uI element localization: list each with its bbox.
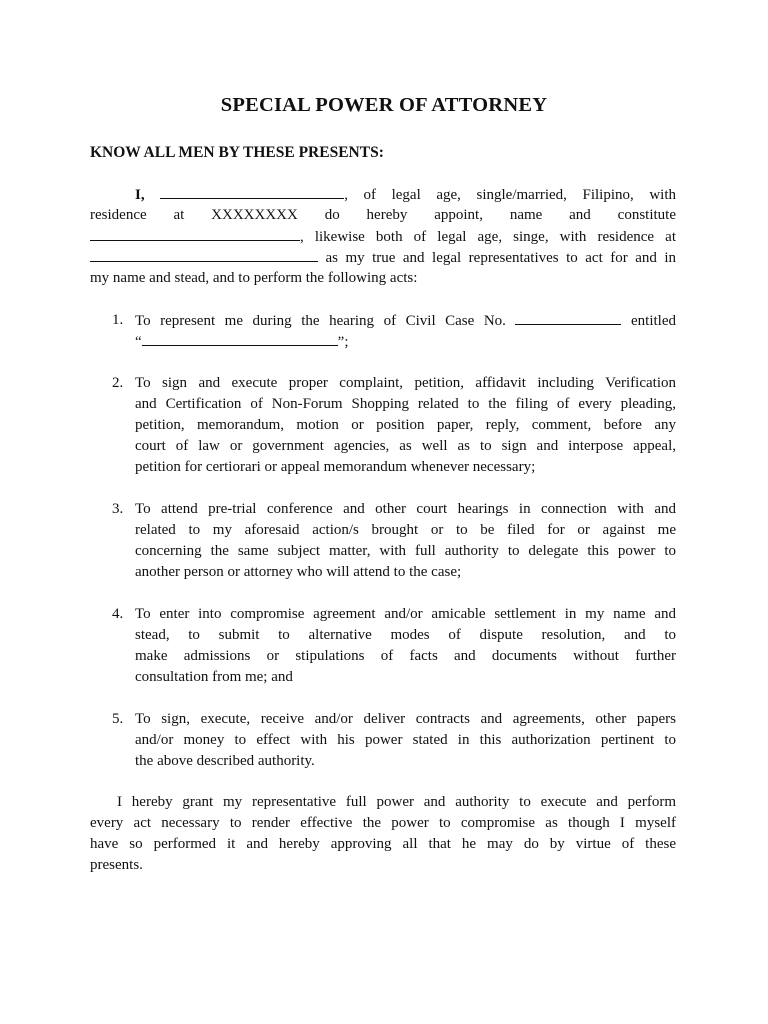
item-line: another person or attorney who will attend to the case; (135, 564, 462, 580)
item-line: petition for certiorari or appeal memorandum whenever necessary; (135, 459, 536, 475)
closing-text-1: I hereby grant my representative full power and authority to execute and perform (117, 794, 676, 810)
item-text (135, 499, 676, 583)
item-1-text-b: entitled (621, 313, 676, 329)
i-label: I, (135, 187, 145, 203)
closing-line-2: every act necessary to render effective the power to compromise as though I myself (90, 815, 676, 831)
closing-line-4: presents. (90, 857, 143, 873)
intro-text-4: as my true and legal representatives to act for and in (318, 250, 676, 266)
item-1-line-2 (135, 331, 676, 352)
intro-line-3 (90, 226, 676, 247)
intro-line-2: residence at XXXXXXXX do hereby appoint, name and constitute (90, 207, 676, 223)
closing-line-3: have so performed it and hereby approving all that he may do by virtue of these (90, 836, 676, 852)
item-line: consultation from me; and (135, 669, 293, 685)
item-line: and/or money to effect with his power stated in this authorization pertinent to (135, 732, 676, 748)
closing-paragraph (90, 792, 676, 876)
item-text (135, 310, 676, 352)
item-number: 3. (112, 501, 124, 517)
intro-line-5: my name and stead, and to perform the following acts: (90, 270, 418, 286)
item-line: To sign and execute proper complaint, petition, affidavit including Verification (135, 375, 676, 391)
intro-text-3: , likewise both of legal age, singe, with residence at (300, 229, 676, 245)
item-line: To enter into compromise agreement and/or amicable settlement in my name and (135, 606, 676, 622)
case-number-blank (515, 310, 621, 325)
item-line: To attend pre-trial conference and other court hearings in connection with and (135, 501, 676, 517)
item-number: 2. (112, 375, 124, 391)
subheading: KNOW ALL MEN BY THESE PRESENTS: (90, 144, 384, 161)
item-line: concerning the same subject matter, with full authority to delegate this power to (135, 543, 676, 559)
item-line: the above described authority. (135, 753, 315, 769)
item-line: To sign, execute, receive and/or deliver contracts and agreements, other papers (135, 711, 676, 727)
item-line: stead, to submit to alternative modes of dispute resolution, and to (135, 627, 676, 643)
intro-text-1: , of legal age, single/married, Filipino, with (344, 187, 677, 203)
intro-line-1 (90, 184, 676, 205)
intro-line-4 (90, 247, 676, 268)
item-number: 5. (112, 711, 124, 727)
item-1-line-1 (135, 310, 676, 331)
name-blank (160, 184, 344, 199)
item-text (135, 709, 676, 772)
closing-line-1 (90, 792, 676, 813)
residence-blank (90, 247, 318, 262)
item-text (135, 604, 676, 688)
document-title: SPECIAL POWER OF ATTORNEY (220, 94, 548, 116)
item-line: and Certification of Non-Forum Shopping related to the filing of every pleading, (135, 396, 676, 412)
item-number: 4. (112, 606, 124, 622)
case-title-blank (142, 331, 338, 346)
item-1-text-a: To represent me during the hearing of Civil Case No. (135, 313, 516, 329)
item-line: petition, memorandum, motion or position paper, reply, comment, before any (135, 417, 676, 433)
item-number: 1. (112, 312, 124, 328)
intro-paragraph (90, 184, 676, 289)
item-text (135, 373, 676, 478)
representative-blank (90, 226, 300, 241)
item-line: make admissions or stipulations of facts and documents without further (135, 648, 676, 664)
item-line: court of law or government agencies, as well as to sign and interpose appeal, (135, 438, 676, 454)
close-quote: ”; (337, 334, 349, 350)
item-line: related to my aforesaid action/s brought or to be filed for or against me (135, 522, 676, 538)
open-quote: “ (135, 334, 142, 350)
